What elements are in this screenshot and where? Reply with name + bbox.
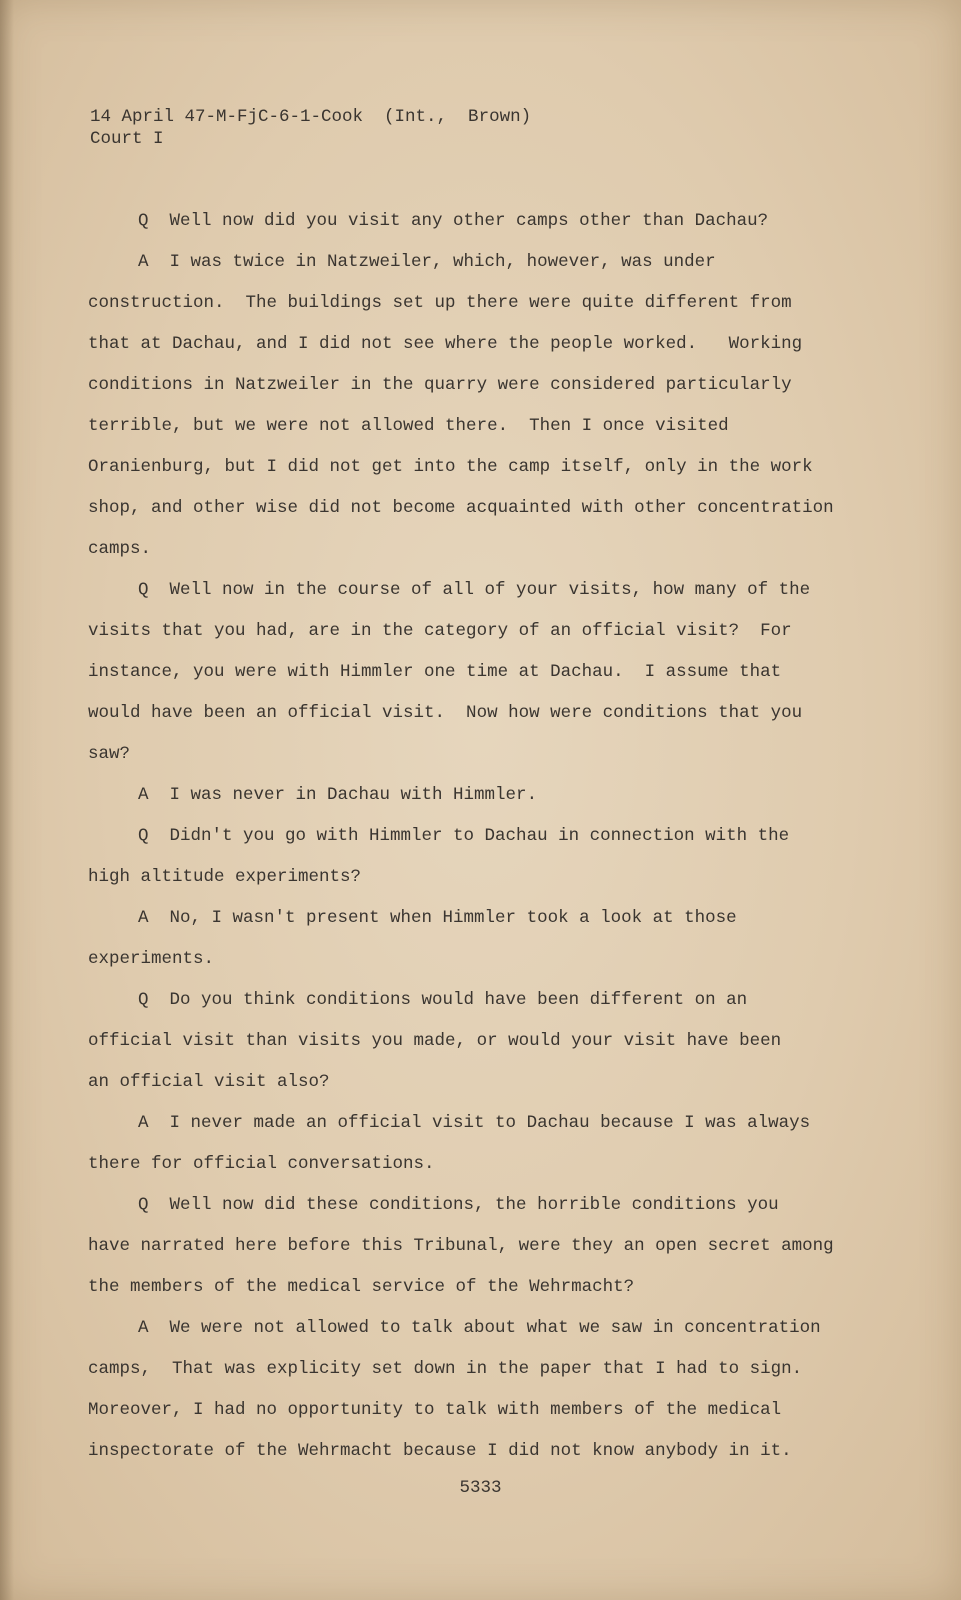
transcript-line: construction. The buildings set up there were quite different from [88,293,792,313]
transcript-line: visits that you had, are in the category of an official visit? For [88,621,792,641]
transcript-paragraph [88,1185,928,1308]
transcript-header [90,106,531,150]
transcript-line: saw? [88,744,131,764]
transcript-line: A No, I wasn't present when Himmler took a look at those [138,908,737,928]
transcript-paragraph [88,898,928,980]
transcript-line: A I never made an official visit to Dachau because I was always [138,1113,811,1133]
transcript-line: there for official conversations. [88,1154,435,1174]
transcript-line: Q Do you think conditions would have been different on an [138,990,748,1010]
header-line-court: Court I [90,129,164,149]
transcript-line: camps, That was explicity set down in the paper that I had to sign. [88,1359,803,1379]
transcript-paragraph [88,980,928,1103]
transcript-line: an official visit also? [88,1072,330,1092]
transcript-paragraph [88,242,928,570]
transcript-line: that at Dachau, and I did not see where the people worked. Working [88,334,803,354]
header-line-date-code: 14 April 47-M-FjC-6-1-Cook (Int., Brown) [90,107,532,127]
transcript-line: high altitude experiments? [88,867,362,887]
transcript-paragraph [88,570,928,775]
transcript-paragraph [88,1103,928,1185]
transcript-line: Q Well now in the course of all of your visits, how many of the [138,580,811,600]
transcript-line: camps. [88,539,152,559]
transcript-line: official visit than visits you made, or would your visit have been [88,1031,782,1051]
transcript-line: shop, and other wise did not become acquainted with other concentration [88,498,834,518]
transcript-line: inspectorate of the Wehrmacht because I did not know anybody in it. [88,1441,792,1461]
transcript-paragraph [88,775,928,816]
transcript-line: Moreover, I had no opportunity to talk with members of the medical [88,1400,782,1420]
transcript-line: Q Well now did you visit any other camps other than Dachau? [138,211,769,231]
transcript-paragraph [88,1308,928,1472]
transcript-line: Oranienburg, but I did not get into the camp itself, only in the work [88,457,813,477]
transcript-line: Q Well now did these conditions, the horrible conditions you [138,1195,779,1215]
transcript-line: the members of the medical service of the Wehrmacht? [88,1277,635,1297]
transcript-line: A We were not allowed to talk about what we saw in concentration [138,1318,821,1338]
transcript-line: have narrated here before this Tribunal, were they an open secret among [88,1236,834,1256]
transcript-line: instance, you were with Himmler one time at Dachau. I assume that [88,662,782,682]
transcript-paragraph [88,201,928,242]
page-number: 5333 [459,1478,502,1498]
transcript-body [88,201,928,1472]
transcript-line: would have been an official visit. Now how were conditions that you [88,703,803,723]
transcript-line: A I was twice in Natzweiler, which, however, was under [138,252,716,272]
transcript-line: A I was never in Dachau with Himmler. [138,785,538,805]
transcript-paragraph [88,816,928,898]
transcript-line: terrible, but we were not allowed there. Then I once visited [88,416,729,436]
page-edge-shadow [0,0,14,1600]
transcript-line: conditions in Natzweiler in the quarry were considered particularly [88,375,792,395]
transcript-line: Q Didn't you go with Himmler to Dachau in connection with the [138,826,790,846]
transcript-line: experiments. [88,949,215,969]
